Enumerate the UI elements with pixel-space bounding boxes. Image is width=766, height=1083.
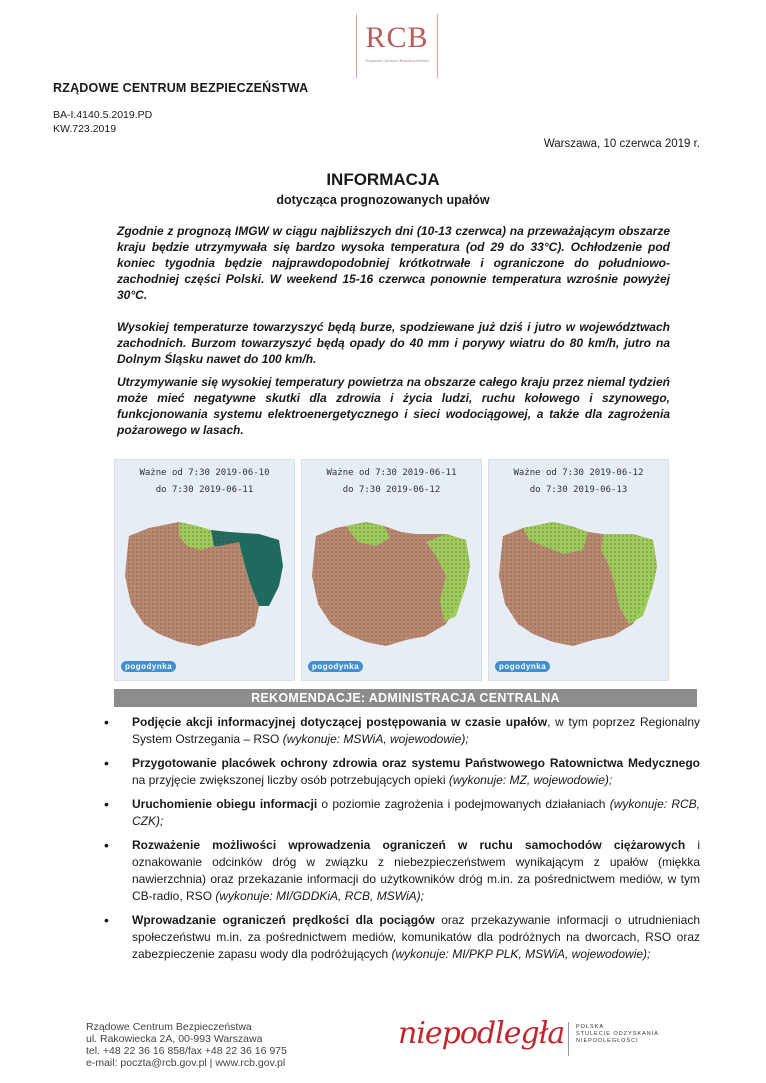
warning-maps bbox=[114, 459, 670, 681]
footer-street: ul. Rakowiecka 2A, 00-993 Warszawa bbox=[86, 1033, 263, 1045]
recommendations-heading: REKOMENDACJE: ADMINISTRACJA CENTRALNA bbox=[114, 689, 697, 707]
map-validity-to: do 7:30 2019-06-11 bbox=[155, 485, 254, 495]
paragraph-effects: Utrzymywanie się wysokiej temperatury powietrza na obszarze całego kraju przez niemal tydzień może mieć negatywne skutki dla zdrowia i życia ludzi, ruchu kołowego i szynowego, funkcjonowania systemu elektroenergetycznego i sieci wodociągowej, a także dla zagrożenia pożarowego w lasach. bbox=[117, 375, 670, 437]
rec-responsible: (wykonuje: MI/PKP PLK, MSWiA, wojewodowie); bbox=[391, 947, 651, 961]
organization-name: RZĄDOWE CENTRUM BEZPIECZEŃSTWA bbox=[53, 81, 309, 95]
reference-number-1: BA-I.4140.5.2019.PD bbox=[53, 109, 153, 121]
paragraph-storms: Wysokiej temperaturze towarzyszyć będą burze, spodziewane już dziś i jutro w województwach zachodnich. Burzom towarzyszyć będą opady do 40 mm i porywy wiatru do 80 km/h, jutro na Dolnym Śląsku nawet do 100 km/h. bbox=[117, 320, 670, 366]
rec-text: o poziomie zagrożenia i podejmowanych działaniach bbox=[317, 797, 610, 811]
rcb-logo bbox=[356, 14, 438, 78]
footer-org: Rządowe Centrum Bezpieczeństwa bbox=[86, 1021, 252, 1033]
pogodynka-logo: pogodynka bbox=[308, 661, 363, 672]
paragraph-forecast: Zgodnie z prognozą IMGW w ciągu najbliższych dni (10-13 czerwca) na przeważającym obszarze kraju będzie utrzymywała się bardzo wysoka temperatura (od 29 do 33°C). Ochłodzenie pod koniec tygodnia będzie najprawdopodobniej krótkotrwałe i ograniczone do południowo-zachodniej części Polski. W weekend 15-16 czerwca ponownie temperatura wzrośnie powyżej 30°C. bbox=[117, 224, 670, 302]
recommendations-list bbox=[104, 714, 700, 970]
warning-map-2 bbox=[301, 459, 482, 681]
map-validity-from: Ważne od 7:30 2019-06-10 bbox=[139, 468, 270, 478]
warning-map-1 bbox=[114, 459, 295, 681]
document-title: INFORMACJA bbox=[326, 170, 440, 189]
rec-bold: Rozważenie możliwości wprowadzenia ograniczeń w ruchu samochodów ciężarowych bbox=[132, 838, 686, 852]
rec-bold: Uruchomienie obiegu informacji bbox=[132, 797, 318, 811]
list-item bbox=[104, 755, 700, 789]
rec-text: i oznakowanie odcinków dróg w związku z niebezpieczeństwem wynikającym z upałów (miękka nawierzchnia) oraz przekazanie informacji do użytkowników dróg m.in. za pośrednictwem mediów, w tym CB-radio, RSO bbox=[132, 838, 701, 903]
footer-address bbox=[86, 1021, 287, 1069]
rec-text: , w tym poprzez Regionalny System Ostrzegania – RSO bbox=[132, 715, 700, 746]
rec-text: na przyjęcie zwiększonej liczby osób potrzebujących opieki bbox=[132, 773, 449, 787]
footer-divider bbox=[568, 1022, 569, 1056]
rcb-logo-subtitle: Rządowe Centrum Bezpieczeństwa bbox=[365, 58, 429, 63]
jubilee-line-3: NIEPODLEGŁOŚCI bbox=[576, 1038, 639, 1044]
rec-bold: Wprowadzanie ograniczeń prędkości dla pociągów bbox=[132, 913, 435, 927]
poland-warning-map-2 bbox=[306, 506, 478, 651]
reference-number-2: KW.723.2019 bbox=[53, 123, 117, 135]
poland-warning-map-1 bbox=[119, 506, 291, 651]
rec-responsible: (wykonuje: MI/GDDKiA, RCB, MSWiA); bbox=[215, 889, 424, 903]
map-validity-from: Ważne od 7:30 2019-06-12 bbox=[513, 468, 644, 478]
list-item bbox=[104, 796, 700, 830]
rec-responsible: (wykonuje: MZ, wojewodowie); bbox=[448, 773, 613, 787]
warning-map-3 bbox=[488, 459, 669, 681]
map-validity-to: do 7:30 2019-06-13 bbox=[529, 485, 628, 495]
map-validity-from: Ważne od 7:30 2019-06-11 bbox=[326, 468, 457, 478]
footer-email: e-mail: poczta@rcb.gov.pl | www.rcb.gov.pl bbox=[86, 1057, 286, 1069]
rcb-logo-mark: RCB bbox=[365, 21, 429, 54]
document-date: Warszawa, 10 czerwca 2019 r. bbox=[543, 138, 700, 150]
footer-phone: tel. +48 22 36 16 858/fax +48 22 36 16 975 bbox=[86, 1045, 287, 1057]
jubilee-line-2: STULECIE ODZYSKANIA bbox=[576, 1031, 659, 1037]
jubilee-text bbox=[576, 1024, 696, 1045]
rec-text: oraz przekazywanie informacji o utrudnieniach społeczeństwu m.in. za pośrednictwem mediów, komunikatów dla podróżnych na dworcach, RSO oraz zabezpieczenie zapasu wody dla podróżujących bbox=[132, 913, 700, 961]
rec-responsible: (wykonuje: RCB, CZK); bbox=[132, 797, 701, 828]
jubilee-line-1: POLSKA bbox=[576, 1024, 605, 1030]
pogodynka-logo: pogodynka bbox=[495, 661, 550, 672]
rec-responsible: (wykonuje: MSWiA, wojewodowie); bbox=[282, 732, 469, 746]
map-validity-to: do 7:30 2019-06-12 bbox=[342, 485, 441, 495]
rec-bold: Podjęcie akcji informacyjnej dotyczącej postępowania w czasie upałów bbox=[132, 715, 548, 729]
list-item bbox=[104, 912, 700, 963]
poland-warning-map-3 bbox=[493, 506, 665, 651]
list-item bbox=[104, 837, 700, 905]
pogodynka-logo: pogodynka bbox=[121, 661, 176, 672]
document-subtitle: dotycząca prognozowanych upałów bbox=[276, 193, 490, 207]
niepodlegla-signature: niepodległa bbox=[398, 1016, 565, 1051]
list-item bbox=[104, 714, 700, 748]
rec-bold: Przygotowanie placówek ochrony zdrowia oraz systemu Państwowego Ratownictwa Medycznego bbox=[132, 756, 700, 770]
